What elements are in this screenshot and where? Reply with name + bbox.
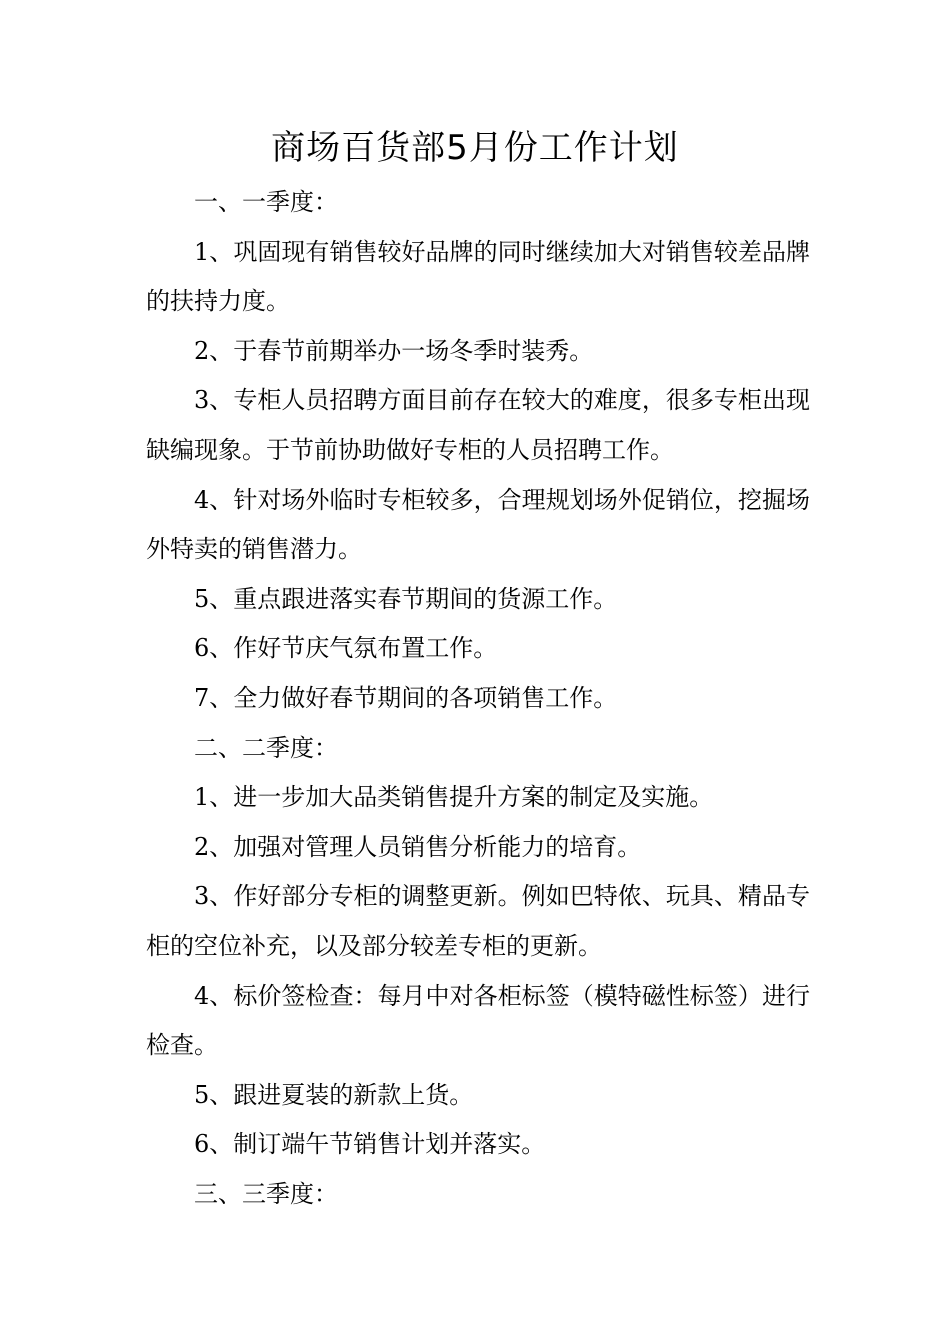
paragraph: 6、制订端午节销售计划并落实。 [194, 1130, 546, 1159]
paragraph: 2、于春节前期举办一场冬季时装秀。 [194, 336, 594, 365]
paragraph: 4、标价签检查：每月中对各柜标签（模特磁性标签）进行检查。 [146, 981, 810, 1060]
section-heading-q1: 一、一季度： [194, 188, 338, 216]
paragraph: 5、重点跟进落实春节期间的货源工作。 [194, 584, 618, 613]
paragraph: 3、作好部分专柜的调整更新。例如巴特侬、玩具、精品专柜的空位补充，以及部分较差专柜的更新。 [146, 882, 810, 960]
paragraph: 4、针对场外临时专柜较多，合理规划场外促销位，挖掘场外特卖的销售潜力。 [146, 485, 810, 564]
paragraph: 2、加强对管理人员销售分析能力的培育。 [194, 832, 642, 861]
paragraph: 1、巩固现有销售较好品牌的同时继续加大对销售较差品牌的扶持力度。 [146, 237, 810, 316]
section-heading-q2: 二、二季度： [194, 733, 338, 762]
paragraph: 1、进一步加大品类销售提升方案的制定及实施。 [194, 783, 714, 812]
paragraph: 5、跟进夏装的新款上货。 [194, 1080, 474, 1109]
paragraph: 3、专柜人员招聘方面目前存在较大的难度，很多专柜出现缺编现象。于节前协助做好专柜的人员招聘工作。 [146, 386, 810, 464]
document-body [146, 178, 810, 1219]
paragraph: 6、作好节庆气氛布置工作。 [194, 634, 498, 663]
document-title: 商场百货部5月份工作计划 [271, 128, 679, 168]
paragraph: 7、全力做好春节期间的各项销售工作。 [194, 683, 618, 712]
section-heading-q3: 三、三季度： [194, 1179, 338, 1208]
